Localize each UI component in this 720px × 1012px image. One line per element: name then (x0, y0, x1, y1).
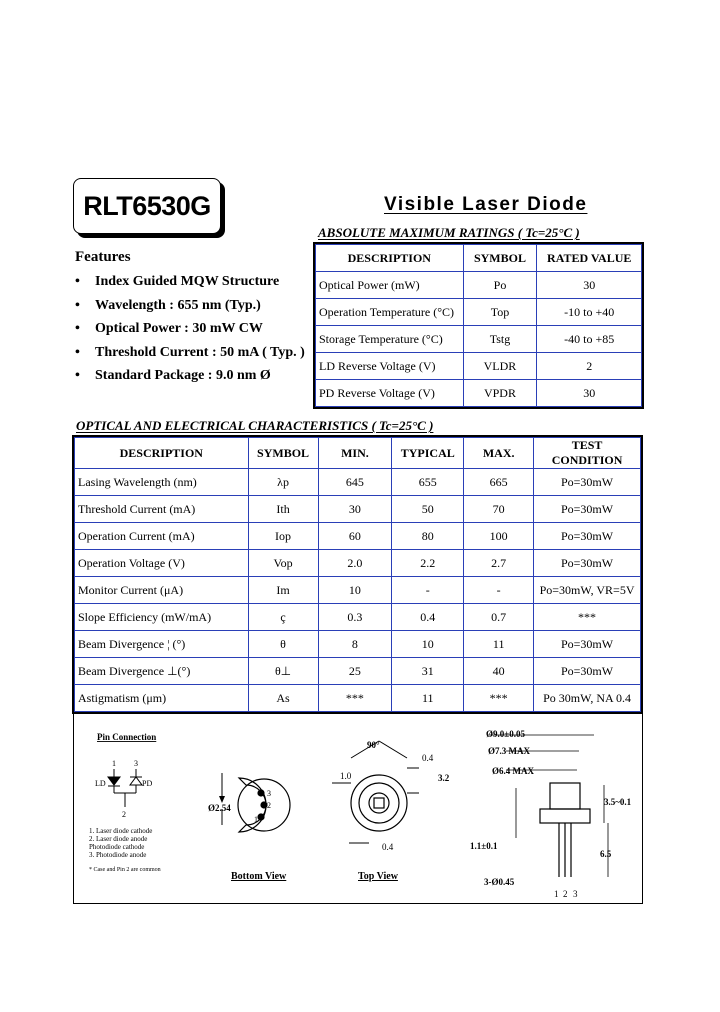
side-dim: 6.5 (600, 849, 612, 859)
pin-title: Pin Connection (97, 732, 157, 742)
side-dim: 3.5~0.1 (604, 797, 632, 807)
column-header: MAX. (464, 438, 534, 469)
pin-note: 2. Laser diode anode (89, 835, 148, 843)
table-cell: VLDR (463, 353, 537, 380)
table-cell: *** (464, 685, 534, 712)
top-dim: 0.4 (422, 753, 434, 763)
table-cell: 30 (537, 380, 642, 407)
table-cell: Operation Current (mA) (75, 523, 249, 550)
column-header: SYMBOL (248, 438, 318, 469)
table-cell: *** (534, 604, 641, 631)
pin-label: 1 (112, 759, 116, 768)
table-cell: As (248, 685, 318, 712)
top-view (332, 741, 419, 843)
pin-schematic (108, 769, 142, 807)
table-cell: Po=30mW (534, 550, 641, 577)
pin-label: 3 (573, 889, 578, 899)
table-cell: Tstg (463, 326, 537, 353)
table-cell: Ith (248, 496, 318, 523)
table-cell: 2.7 (464, 550, 534, 577)
table-row (316, 272, 642, 299)
table-cell: Lasing Wavelength (nm) (75, 469, 249, 496)
features-list (75, 274, 305, 392)
table-row (75, 469, 641, 496)
column-header: RATED VALUE (537, 245, 642, 272)
table-cell: 25 (318, 658, 392, 685)
table-row (75, 550, 641, 577)
table-cell: 11 (464, 631, 534, 658)
bullet-icon: • (75, 297, 80, 313)
pd-label: PD (142, 779, 153, 788)
table-cell: 2.2 (392, 550, 464, 577)
table-cell: 0.4 (392, 604, 464, 631)
table-row (316, 380, 642, 407)
table-row (75, 496, 641, 523)
table-cell: Po=30mW (534, 658, 641, 685)
table-cell: PD Reverse Voltage (V) (316, 380, 464, 407)
table-cell: 0.7 (464, 604, 534, 631)
side-dim: 3-Ø0.45 (484, 877, 515, 887)
table-cell: 10 (318, 577, 392, 604)
table-cell: LD Reverse Voltage (V) (316, 353, 464, 380)
column-header: DESCRIPTION (316, 245, 464, 272)
bullet-icon: • (75, 368, 80, 384)
table-cell: Monitor Current (μA) (75, 577, 249, 604)
table-cell: 31 (392, 658, 464, 685)
table-cell: 11 (392, 685, 464, 712)
feature-item: • Index Guided MQW Structure (75, 274, 305, 298)
table-row (316, 353, 642, 380)
side-view (489, 735, 608, 877)
table-cell: *** (318, 685, 392, 712)
table-cell: Beam Divergence ⊥(°) (75, 658, 249, 685)
table-cell: Slope Efficiency (mW/mA) (75, 604, 249, 631)
table-row (75, 577, 641, 604)
column-header: MIN. (318, 438, 392, 469)
top-dim: 1.0 (340, 771, 352, 781)
feature-item: • Threshold Current : 50 mA ( Typ. ) (75, 345, 305, 369)
part-number-box (73, 178, 221, 234)
table-cell: Vop (248, 550, 318, 577)
table-cell: Po=30mW (534, 469, 641, 496)
table-row (75, 631, 641, 658)
feature-item: • Wavelength : 655 nm (Typ.) (75, 298, 305, 322)
pin-note: Photodiode cathode (89, 843, 145, 851)
table-cell: ç (248, 604, 318, 631)
top-view-label: Top View (358, 871, 398, 882)
table-cell: 100 (464, 523, 534, 550)
top-dim: 3.2 (438, 773, 450, 783)
table-cell: - (392, 577, 464, 604)
table-cell: Storage Temperature (°C) (316, 326, 464, 353)
table-cell: 40 (464, 658, 534, 685)
table-cell: λp (248, 469, 318, 496)
side-dim: Ø7.3 MAX (488, 746, 530, 756)
table-cell: -10 to +40 (537, 299, 642, 326)
table-cell: θ⊥ (248, 658, 318, 685)
table-cell: 655 (392, 469, 464, 496)
table-cell: 30 (537, 272, 642, 299)
features-title: Features (75, 249, 131, 265)
table-cell: Operation Temperature (°C) (316, 299, 464, 326)
table-cell: Beam Divergence ¦ (°) (75, 631, 249, 658)
table-cell: Po=30mW, VR=5V (534, 577, 641, 604)
column-header: SYMBOL (463, 245, 537, 272)
side-dim: Ø6.4 MAX (492, 766, 534, 776)
opt-elec-title: OPTICAL AND ELECTRICAL CHARACTERISTICS ( Tc=25°C ) (76, 418, 434, 433)
table-cell: 0.3 (318, 604, 392, 631)
bottom-dim: Ø2.54 (208, 803, 231, 813)
feature-item: • Standard Package : 9.0 nm Ø (75, 368, 305, 392)
table-cell: VPDR (463, 380, 537, 407)
feature-item: • Optical Power : 30 mW CW (75, 321, 305, 345)
column-header: TYPICAL (392, 438, 464, 469)
pin-label: 1 (554, 889, 559, 899)
table-row (75, 523, 641, 550)
table-cell: θ (248, 631, 318, 658)
ld-label: LD (95, 779, 106, 788)
pin-label: 2 (122, 810, 126, 819)
abs-max-title: ABSOLUTE MAXIMUM RATINGS ( Tc=25°C ) (318, 225, 580, 240)
table-row (75, 604, 641, 631)
table-cell: 645 (318, 469, 392, 496)
table-cell: 70 (464, 496, 534, 523)
table-cell: Operation Voltage (V) (75, 550, 249, 577)
table-cell: 30 (318, 496, 392, 523)
table-cell: 50 (392, 496, 464, 523)
table-row (75, 658, 641, 685)
table-cell: Optical Power (mW) (316, 272, 464, 299)
table-cell: -40 to +85 (537, 326, 642, 353)
table-cell: 2.0 (318, 550, 392, 577)
table-header-row (316, 245, 642, 272)
column-header: DESCRIPTION (75, 438, 249, 469)
bullet-icon: • (75, 321, 80, 337)
table-cell: 665 (464, 469, 534, 496)
package-drawing-svg (74, 713, 642, 903)
table-cell: 60 (318, 523, 392, 550)
table-cell: Top (463, 299, 537, 326)
pin-label: 2 (563, 889, 568, 899)
table-cell: - (464, 577, 534, 604)
table-cell: 2 (537, 353, 642, 380)
bullet-icon: • (75, 274, 80, 289)
pin-label: 1 (254, 815, 258, 824)
table-cell: Im (248, 577, 318, 604)
product-title: Visible Laser Diode (384, 194, 588, 215)
table-row (316, 299, 642, 326)
pin-note: 1. Laser diode cathode (89, 827, 153, 835)
top-dim: 0.4 (382, 842, 394, 852)
table-cell: Po 30mW, NA 0.4 (534, 685, 641, 712)
pin-label: 3 (267, 789, 271, 798)
table-cell: 10 (392, 631, 464, 658)
table-cell: Po=30mW (534, 496, 641, 523)
top-angle: 90° (367, 740, 380, 750)
side-dim: 1.1±0.1 (470, 841, 498, 851)
table-cell: Iop (248, 523, 318, 550)
table-cell: 8 (318, 631, 392, 658)
table-row (75, 685, 641, 712)
table-cell: Astigmatism (μm) (75, 685, 249, 712)
package-drawing (73, 712, 643, 904)
bottom-view-label: Bottom View (231, 871, 287, 882)
abs-max-table (315, 244, 642, 407)
table-row (316, 326, 642, 353)
table-cell: Po (463, 272, 537, 299)
pin-label: 2 (267, 801, 271, 810)
side-dim: Ø9.0±0.05 (486, 729, 525, 739)
table-cell: Po=30mW (534, 523, 641, 550)
bullet-icon: • (75, 344, 80, 360)
table-cell: 80 (392, 523, 464, 550)
opt-elec-table (74, 437, 641, 712)
pin-label: 3 (134, 759, 138, 768)
part-number: RLT6530G (83, 190, 211, 221)
table-cell: Po=30mW (534, 631, 641, 658)
table-cell: Threshold Current (mA) (75, 496, 249, 523)
column-header: TEST CONDITION (534, 438, 641, 469)
pin-footnote: * Case and Pin 2 are common (89, 867, 161, 873)
table-header-row (75, 438, 641, 469)
pin-note: 3. Photodiode anode (89, 851, 147, 859)
